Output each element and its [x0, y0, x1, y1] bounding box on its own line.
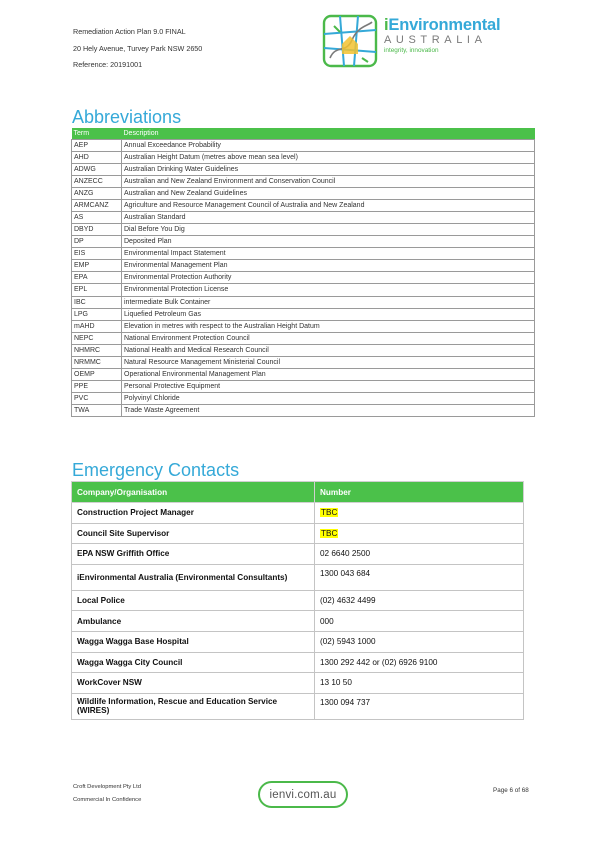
contact-row — [72, 652, 524, 673]
abbreviation-term: ANZECC — [72, 175, 122, 187]
emergency-contacts-heading: Emergency Contacts — [72, 460, 240, 480]
abbreviation-term: ARMCANZ — [72, 199, 122, 211]
reference-number: Reference: 20191001 — [73, 60, 143, 69]
logo-brand-rest: Environmental — [388, 16, 501, 34]
abbreviation-term: EMP — [72, 260, 122, 272]
logo-brand-i: i — [384, 16, 389, 34]
contact-organisation: Wildlife Information, Rescue and Education Service (WIRES) — [72, 693, 315, 719]
abbreviation-row — [72, 308, 535, 320]
abbreviation-description: Environmental Protection License — [122, 284, 535, 296]
contacts-table-body — [72, 503, 524, 720]
contact-row — [72, 673, 524, 694]
contact-organisation: Wagga Wagga City Council — [72, 652, 315, 673]
abbreviation-term: IBC — [72, 296, 122, 308]
abbreviation-description: Dial Before You Dig — [122, 224, 535, 236]
abbreviation-description: Australian and New Zealand Environment and Conservation Council — [122, 175, 535, 187]
abbreviation-description: intermediate Bulk Container — [122, 296, 535, 308]
abbreviation-row — [72, 393, 535, 405]
contact-row — [72, 544, 524, 565]
abbreviations-table — [71, 128, 535, 417]
contact-number-cell — [315, 523, 524, 544]
document-header — [73, 24, 202, 74]
abbreviation-row — [72, 211, 535, 223]
abbreviation-description: Australian and New Zealand Guidelines — [122, 187, 535, 199]
abbreviation-term: EPL — [72, 284, 122, 296]
contact-number: 000 — [320, 616, 334, 626]
abbreviation-row — [72, 296, 535, 308]
map-grid-logo-icon — [322, 14, 378, 68]
abbreviation-row — [72, 381, 535, 393]
abbreviation-term: OEMP — [72, 368, 122, 380]
abbreviation-term: EIS — [72, 248, 122, 260]
contact-number: 13 10 50 — [320, 678, 352, 688]
abbreviation-row — [72, 187, 535, 199]
abbreviation-description: Australian Height Datum (metres above mean sea level) — [122, 151, 535, 163]
abbreviation-description: Trade Waste Agreement — [122, 405, 535, 417]
abbreviations-heading: Abbreviations — [72, 107, 182, 127]
contact-number-cell — [315, 631, 524, 652]
abbreviation-description: Australian Standard — [122, 211, 535, 223]
abbreviation-term: NEPC — [72, 332, 122, 344]
contact-number: TBC — [321, 528, 338, 538]
contact-row — [72, 564, 524, 590]
site-address: 20 Hely Avenue, Turvey Park NSW 2650 — [73, 43, 203, 53]
abbreviation-row — [72, 224, 535, 236]
contact-organisation: WorkCover NSW — [72, 673, 315, 694]
contact-number: 1300 094 737 — [320, 697, 371, 707]
abbreviation-term: ANZG — [72, 187, 122, 199]
abbreviation-row — [72, 248, 535, 260]
abbreviation-row — [72, 139, 535, 151]
contact-row — [72, 590, 524, 611]
abbreviation-description: Polyvinyl Chloride — [122, 393, 535, 405]
contact-number: TBC — [321, 508, 338, 518]
abbreviation-description: Liquefied Petroleum Gas — [122, 308, 535, 320]
contact-organisation: Wagga Wagga Base Hospital — [72, 631, 315, 652]
contact-organisation: Construction Project Manager — [72, 503, 315, 524]
abbreviation-description: Operational Environmental Management Plan — [122, 368, 535, 380]
contact-row — [72, 611, 524, 632]
abbreviation-term: TWA — [72, 405, 122, 417]
abbreviation-row — [72, 163, 535, 175]
abbreviation-description: Annual Exceedance Probability — [122, 139, 535, 151]
page-number: Page 6 of 68 — [493, 787, 529, 794]
abbreviation-term: NHMRC — [72, 344, 122, 356]
abbreviation-term: PVC — [72, 393, 122, 405]
contact-number: 1300 043 684 — [320, 568, 371, 578]
emergency-contacts-table — [71, 481, 524, 720]
contact-row — [72, 503, 524, 524]
contact-row — [72, 693, 524, 719]
abbreviation-description: Environmental Protection Authority — [122, 272, 535, 284]
contact-number-cell — [315, 611, 524, 632]
abbreviation-term: AEP — [72, 139, 122, 151]
contact-number-cell — [315, 652, 524, 673]
footer-company-info — [73, 781, 141, 806]
abbreviation-description: Environmental Impact Statement — [122, 248, 535, 260]
contact-number-cell — [315, 590, 524, 611]
contact-number: (02) 4632 4499 — [320, 596, 376, 606]
abbreviations-header-row — [72, 128, 535, 139]
contact-row — [72, 631, 524, 652]
logo-country: AUSTRALIA — [384, 34, 487, 46]
abbreviation-term: ADWG — [72, 163, 122, 175]
abbreviation-row — [72, 332, 535, 344]
contact-number-cell — [315, 693, 524, 719]
abbreviation-row — [72, 260, 535, 272]
abbreviation-description: Agriculture and Resource Management Council of Australia and New Zealand — [122, 199, 535, 211]
abbreviation-row — [72, 405, 535, 417]
abbreviation-term: DP — [72, 236, 122, 248]
abbreviation-row — [72, 320, 535, 332]
abbreviation-description: Australian Drinking Water Guidelines — [122, 163, 535, 175]
logo-brand — [384, 16, 500, 35]
contact-number: 02 6640 2500 — [320, 549, 371, 559]
contact-number-cell — [315, 544, 524, 565]
description-column-header: Description — [122, 128, 535, 139]
contact-number-cell — [315, 564, 524, 590]
abbreviation-description: Elevation in metres with respect to the Australian Height Datum — [122, 320, 535, 332]
abbreviation-term: mAHD — [72, 320, 122, 332]
website-link[interactable]: ienvi.com.au — [258, 781, 348, 808]
abbreviation-term: EPA — [72, 272, 122, 284]
contact-number: (02) 5943 1000 — [320, 637, 376, 647]
contact-organisation: EPA NSW Griffith Office — [72, 544, 315, 565]
abbreviation-term: PPE — [72, 381, 122, 393]
abbreviation-row — [72, 368, 535, 380]
term-column-header: Term — [72, 128, 122, 139]
contact-organisation: Ambulance — [72, 611, 315, 632]
contact-organisation: iEnvironmental Australia (Environmental Consultants) — [72, 564, 315, 590]
abbreviation-term: AHD — [72, 151, 122, 163]
logo-wordmark — [384, 16, 500, 54]
abbreviation-description: Deposited Plan — [122, 236, 535, 248]
abbreviation-row — [72, 284, 535, 296]
abbreviation-term: NRMMC — [72, 356, 122, 368]
abbreviation-term: LPG — [72, 308, 122, 320]
abbreviation-row — [72, 272, 535, 284]
logo-tagline: integrity, innovation — [384, 47, 439, 54]
abbreviation-description: National Environment Protection Council — [122, 332, 535, 344]
contacts-header-row — [72, 482, 524, 503]
contact-number-cell — [315, 503, 524, 524]
contact-number-cell — [315, 673, 524, 694]
abbreviation-term: DBYD — [72, 224, 122, 236]
footer-company: Croft Development Pty Ltd — [73, 784, 141, 790]
abbreviations-table-body — [72, 139, 535, 417]
footer-confidence: Commercial In Confidence — [73, 796, 142, 803]
abbreviation-description: Environmental Management Plan — [122, 260, 535, 272]
abbreviation-description: Personal Protective Equipment — [122, 381, 535, 393]
document-title: Remediation Action Plan 9.0 FINAL — [73, 27, 186, 36]
abbreviation-row — [72, 175, 535, 187]
organisation-column-header: Company/Organisation — [72, 482, 315, 503]
abbreviation-row — [72, 199, 535, 211]
abbreviation-description: Natural Resource Management Ministerial Council — [122, 356, 535, 368]
contact-number: 1300 292 442 or (02) 6926 9100 — [320, 657, 438, 667]
company-logo — [322, 14, 501, 70]
abbreviation-row — [72, 236, 535, 248]
abbreviation-term: AS — [72, 211, 122, 223]
abbreviation-row — [72, 344, 535, 356]
contact-organisation: Council Site Supervisor — [72, 523, 315, 544]
abbreviation-description: National Health and Medical Research Council — [122, 344, 535, 356]
number-column-header: Number — [315, 482, 524, 503]
abbreviation-row — [72, 151, 535, 163]
abbreviation-row — [72, 356, 535, 368]
contact-row — [72, 523, 524, 544]
contact-organisation: Local Police — [72, 590, 315, 611]
